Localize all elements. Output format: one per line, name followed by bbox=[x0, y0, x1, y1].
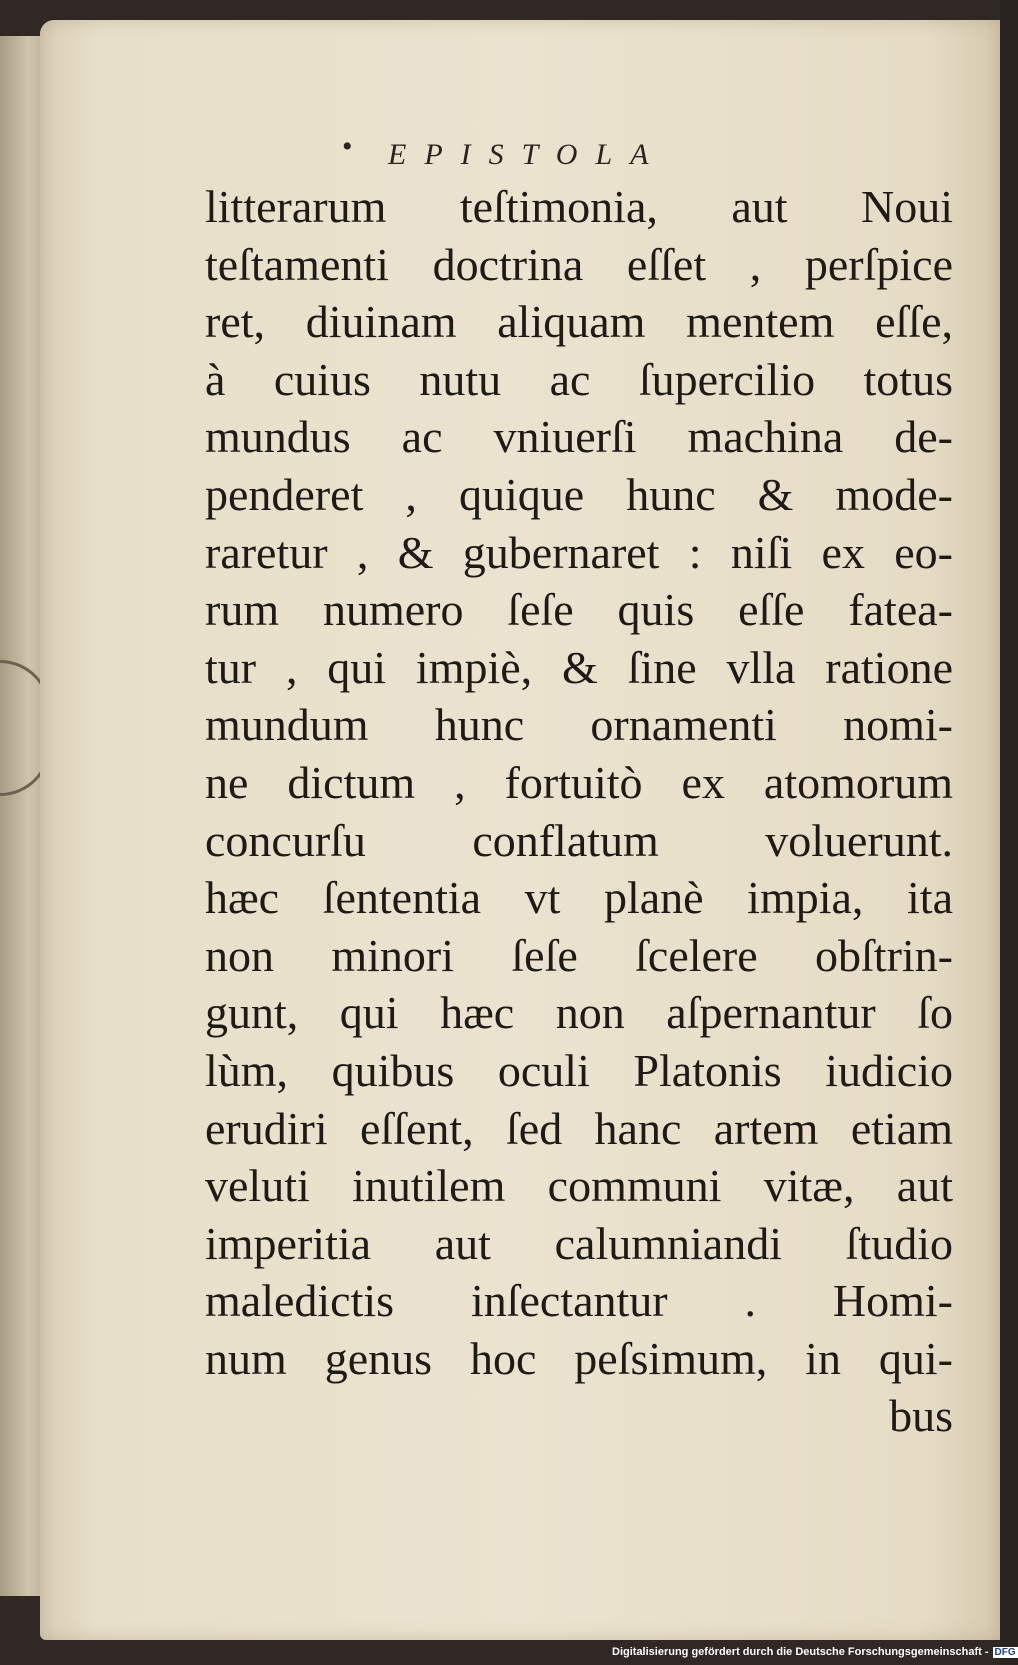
text-line: mundus ac vniuerſi machina de- bbox=[205, 411, 953, 463]
digitization-credit bbox=[612, 1646, 1018, 1658]
text-line: tur , qui impiè, & ſine vlla ratione bbox=[205, 641, 953, 693]
text-line: hæc ſententia vt planè impia, ita bbox=[205, 872, 953, 924]
text-line: non minori ſeſe ſcelere obſtrin- bbox=[205, 929, 953, 981]
text-line: rum numero ſeſe quis eſſe fatea- bbox=[205, 584, 953, 636]
text-line: à cuius nutu ac ſupercilio totus bbox=[205, 353, 953, 405]
running-header: EPISTOLA bbox=[388, 138, 667, 171]
text-line: ne dictum , fortuitò ex atomorum bbox=[205, 756, 953, 808]
text-line: imperitia aut calumniandi ſtudio bbox=[205, 1217, 953, 1269]
text-line: veluti inutilem communi vitæ, aut bbox=[205, 1160, 953, 1212]
catchword-line: bus bbox=[889, 1390, 953, 1442]
text-line: lùm, quibus oculi Platonis iudicio bbox=[205, 1044, 953, 1096]
text-line: litterarum teſtimonia, aut Noui bbox=[205, 181, 953, 232]
body-text bbox=[205, 178, 953, 1445]
text-line: mundum hunc ornamenti nomi- bbox=[205, 699, 953, 751]
text-line: penderet , quique hunc & mode- bbox=[205, 468, 953, 520]
dfg-logo: DFG bbox=[994, 1646, 1016, 1658]
text-line: maledictis inſectantur . Homi- bbox=[205, 1275, 953, 1327]
text-line: ret, diuinam aliquam mentem eſſe, bbox=[205, 296, 953, 348]
text-line: concurſu conflatum voluerunt. bbox=[205, 814, 953, 866]
credit-text: Digitalisierung gefördert durch die Deutsche Forschungsgemeinschaft - bbox=[612, 1646, 989, 1658]
book-page bbox=[40, 20, 1000, 1640]
text-line: num genus hoc peſsimum, in qui- bbox=[205, 1332, 953, 1384]
text-line: raretur , & gubernaret : niſi ex eo- bbox=[205, 526, 953, 578]
header-ornament-dot: • bbox=[342, 130, 353, 163]
text-line: erudiri eſſent, ſed hanc artem etiam bbox=[205, 1102, 953, 1154]
text-line: teſtamenti doctrina eſſet , perſpice bbox=[205, 238, 953, 290]
text-line: gunt, qui hæc non aſpernantur ſo bbox=[205, 987, 953, 1039]
